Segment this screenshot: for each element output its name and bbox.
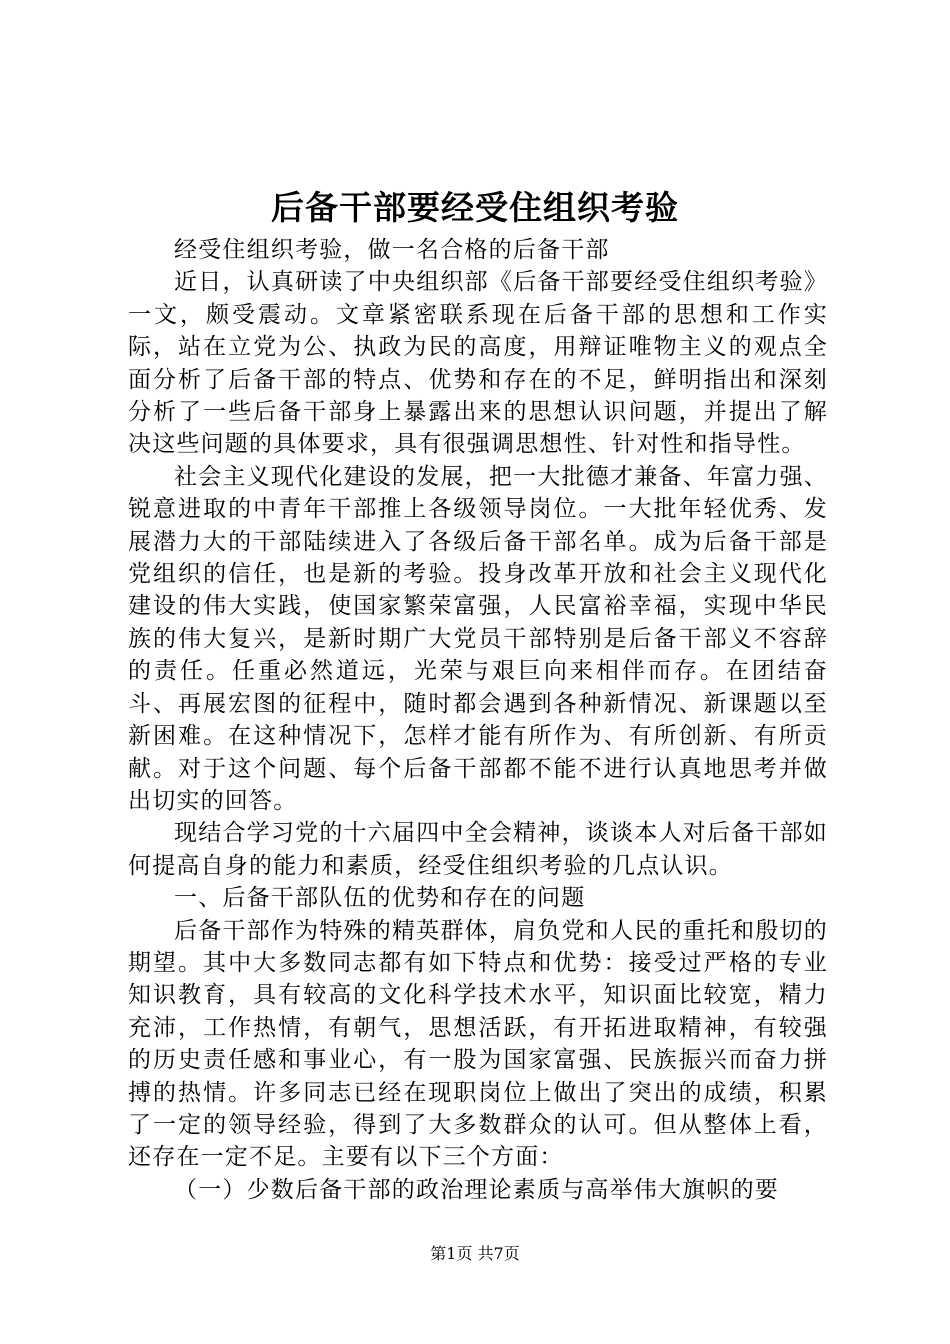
paragraph: （一）少数后备干部的政治理论素质与高举伟大旗帜的要: [174, 1176, 779, 1203]
paragraph-subtitle: 经受住组织考验，做一名合格的后备干部: [174, 237, 610, 263]
section-heading: 一、后备干部队伍的优势和存在的问题: [174, 885, 586, 912]
paragraph: 现结合学习党的十六届四中全会精神，谈谈本人对后备干部如何提高自身的能力和素质，经受住组织考验的几点认识。: [128, 820, 828, 879]
document-title: 后备干部要经受住组织考验: [271, 188, 679, 227]
page-footer: 第1页 共7页: [430, 1244, 520, 1263]
document-body: [128, 234, 828, 1206]
paragraph: 后备干部作为特殊的精英群体，肩负党和人民的重托和殷切的期望。其中大多数同志都有如下特点和优势：接受过严格的专业知识教育，具有较高的文化科学技术水平，知识面比较宽，精力充沛，工作热情，有朝气，思想活跃，有开拓进取精神，有较强的历史责任感和事业心，有一股为国家富强、民族振兴而奋力拼搏的热情。许多同志已经在现职岗位上做出了突出的成绩，积累了一定的领导经验，得到了大多数群众的认可。但从整体上看，还存在一定不足。主要有以下三个方面：: [128, 917, 828, 1171]
paragraph: 近日，认真研读了中央组织部《后备干部要经受住组织考验》一文，颇受震动。文章紧密联系现在后备干部的思想和工作实际，站在立党为公、执政为民的高度，用辩证唯物主义的观点全面分析了后备干部的特点、优势和存在的不足，鲜明指出和深刻分析了一些后备干部身上暴露出来的思想认识问题，并提出了解决这些问题的具体要求，具有很强调思想性、针对性和指导性。: [128, 269, 828, 458]
paragraph: 社会主义现代化建设的发展，把一大批德才兼备、年富力强、锐意进取的中青年干部推上各级领导岗位。一大批年轻优秀、发展潜力大的干部陆续进入了各级后备干部名单。成为后备干部是党组织的信任，也是新的考验。投身改革开放和社会主义现代化建设的伟大实践，使国家繁荣富强，人民富裕幸福，实现中华民族的伟大复兴，是新时期广大党员干部特别是后备干部义不容辞的责任。任重必然道远，光荣与艰巨向来相伴而存。在团结奋斗、再展宏图的征程中，随时都会遇到各种新情况、新课题以至新困难。在这种情况下，怎样才能有所作为、有所创新、有所贡献。对于这个问题、每个后备干部都不能不进行认真地思考并做出切实的回答。: [128, 463, 828, 814]
